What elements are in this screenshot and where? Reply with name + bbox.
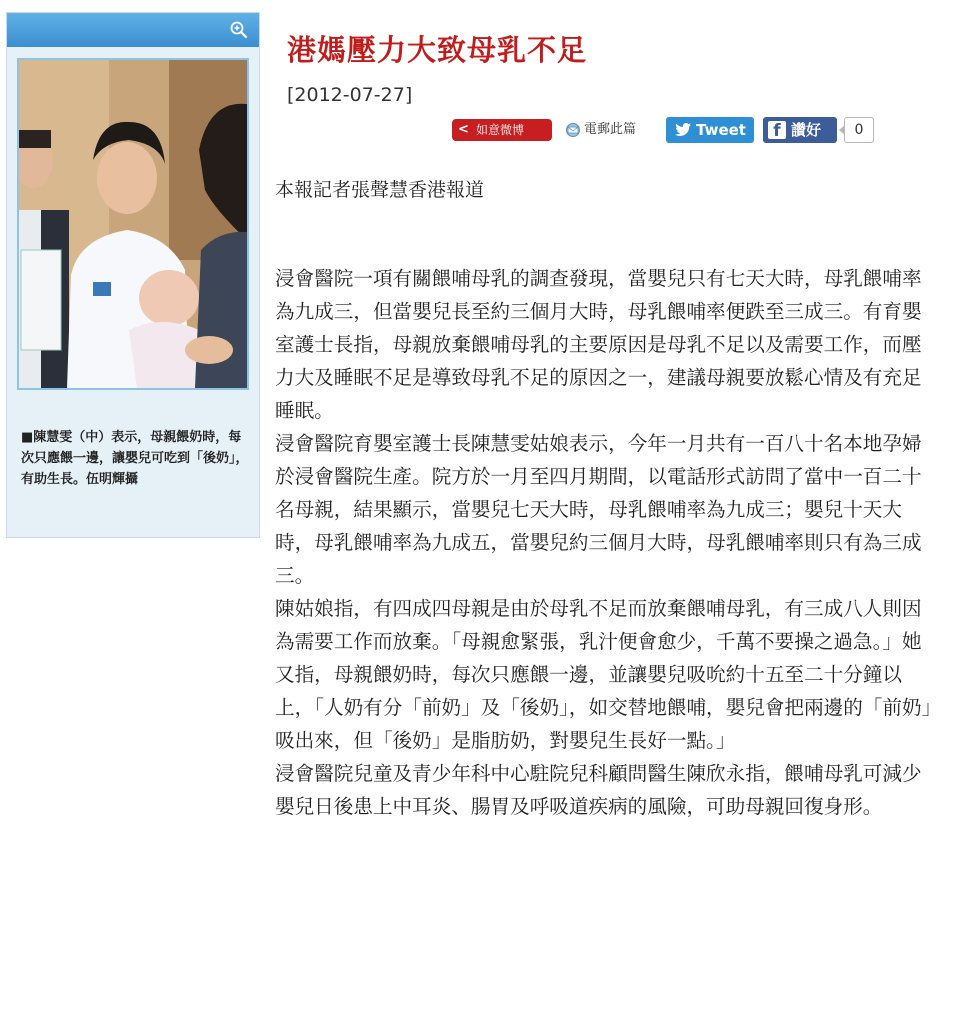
share-weibo-label: 如意微博 <box>476 123 525 137</box>
article-paragraph: 浸會醫院育嬰室護士長陳慧雯姑娘表示，今年一月共有一百八十名本地孕婦於浸會醫院生產。院方於一月至四月期間，以電話形式訪問了當中一百二十名母親，結果顯示，當嬰兒七天大時，母乳餵哺率為九成三；嬰兒十天大時，母乳餵哺率為九成五，當嬰兒約三個月大時，母乳餵哺率則只有為三成三。 <box>275 432 922 587</box>
share-weibo-button[interactable] <box>452 119 552 141</box>
article-paragraph: 浸會醫院一項有關餵哺母乳的調查發現，當嬰兒只有七天大時，母乳餵哺率為九成三，但當嬰兒長至約三個月大時，母乳餵哺率便跌至三成三。有育嬰室護士長指，母親放棄餵哺母乳的主要原因是母乳不足以及需要工作，而壓力大及睡眠不足是導致母乳不足的原因之一，建議母親要放鬆心情及有充足睡眠。 <box>275 267 922 422</box>
news-photo[interactable] <box>17 58 249 390</box>
facebook-like-button[interactable] <box>763 117 837 143</box>
twitter-bird-icon <box>675 123 691 137</box>
photo-panel-header <box>7 13 259 47</box>
email-icon <box>564 122 582 138</box>
news-photo-illustration <box>19 60 247 388</box>
article-paragraph: 浸會醫院兒童及青少年科中心駐院兒科顧問醫生陳欣永指，餵哺母乳可減少嬰兒日後患上中耳炎、腸胃及呼吸道疾病的風險，可助母親回復身形。 <box>275 762 922 818</box>
zoom-in-icon[interactable] <box>229 20 249 40</box>
tweet-label: Tweet <box>696 121 746 139</box>
share-email-link[interactable] <box>564 119 656 141</box>
article-date: [2012-07-27] <box>287 84 413 106</box>
article-byline: 本報記者張聲慧香港報道 <box>275 179 485 201</box>
article-title: 港媽壓力大致母乳不足 <box>287 33 588 67</box>
photo-caption: ■陳慧雯（中）表示，母親餵奶時，每次只應餵一邊，讓嬰兒可吃到「後奶」，有助生長。伍明輝攝 <box>21 430 249 487</box>
share-bar <box>452 117 882 145</box>
share-email-label: 電郵此篇 <box>584 122 637 137</box>
article-paragraph: 陳姑娘指，有四成四母親是由於母乳不足而放棄餵哺母乳，有三成八人則因為需要工作而放棄。「母親愈緊張，乳汁便會愈少，千萬不要操之過急。」她又指，母親餵奶時，每次只應餵一邊，並讓嬰兒吸吮約十五至二十分鐘以上，「人奶有分「前奶」及「後奶」，如交替地餵哺，嬰兒會把兩邊的「前奶」吸出來，但「後奶」是脂肪奶，對嬰兒生長好一點。」 <box>275 597 932 752</box>
facebook-icon: f <box>768 121 786 139</box>
share-icon: < <box>458 122 469 137</box>
article-body <box>275 262 941 823</box>
tweet-button[interactable] <box>666 117 754 143</box>
photo-panel <box>6 12 260 538</box>
facebook-like-label: 讚好 <box>791 121 822 139</box>
like-count: 0 <box>844 117 874 143</box>
